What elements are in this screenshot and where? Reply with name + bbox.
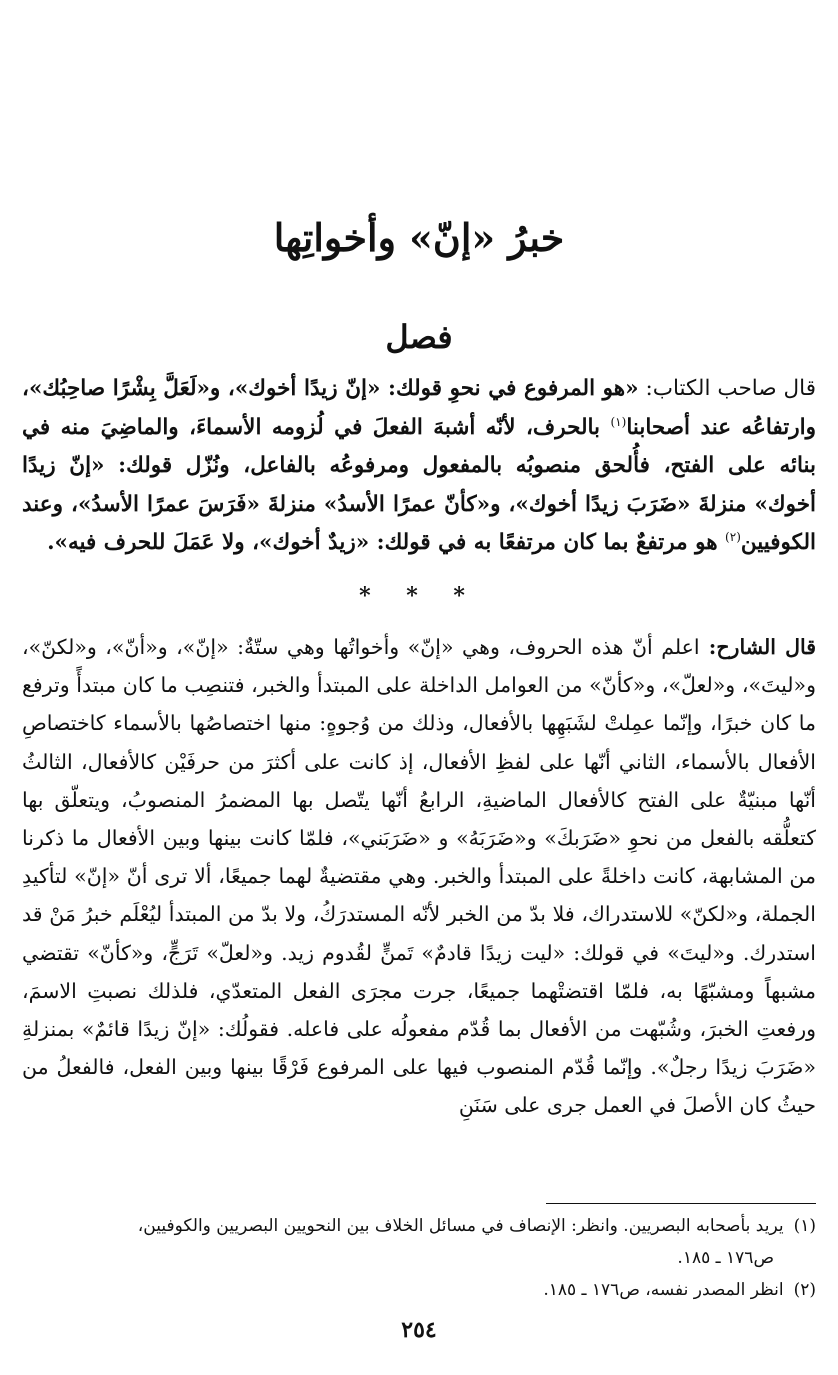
footnote-number: (١) <box>793 1216 816 1236</box>
footnote-item <box>22 1274 816 1306</box>
chapter-title: خبرُ «إنّ» وأخواتِها <box>273 215 565 260</box>
matn-lead: قال صاحب الكتاب: <box>638 376 816 401</box>
footnote-text: يريد بأصحابه البصريين. وانظر: الإنصاف في مسائل الخلاف بين النحويين البصريين والكوفيين، <box>137 1216 784 1236</box>
footnote-number: (٢) <box>793 1280 816 1300</box>
footnote-divider <box>546 1203 816 1204</box>
sharh-text: اعلم أنّ هذه الحروف، وهي «إنّ» وأخواتُها وهي ستّةٌ: «إنّ»، و«أنّ»، و«لكنّ»، و«ليتَ»، و«لعلّ»، و«كأنّ» من العوامل الداخلة على المبتدأ والخبر، فتنصِب ما كان مبتدأً وترفع ما كان خبرًا، وإنّما عمِلتْ لشَبَهِها بالأفعال، وذلك من وُجوهٍ: منها اختصاصُها بالأسماء كاختصاصِ الأفعال بالأسماء، الثاني أنّها على لفظِ الأفعال، إذ كانت على أكثرَ من حرفَيْن كالأفعال، الثالثُ أنّها مبنيّةٌ على الفتح كالأفعال الماضيةِ، الرابعُ أنّها يتّصل بها المضمرُ المنصوبُ، ويتعلّق بها كتعلُّقه بالفعل من نحوِ «ضَرَبكَ» و«ضَرَبَهُ» و «ضَرَبَني»، فلمّا كانت بينها وبين الأفعال ما ذكرنا من المشابهة، كانت داخلةً على المبتدأ والخبر. وهي مقتضيةٌ لهما جميعًا، ألا ترى أنّ «إنّ» لتأكيدِ الجملة، و«لكنّ» للاستدراك، فلا بدّ من الخبر لأنّه المستدرَكُ، ولا بدّ من المبتدأ ليُعْلَم خبرُ مَنْ قد استدرك. و«ليتَ» في قولك: «ليت زيدًا قادمٌ» تَمنٍّ لقُدوم زيد. و«لعلّ» تَرَجٍّ، و«كأنّ» تقتضي مشبهاً ومشبّهًا به، فلمّا اقتضتْهما جميعًا، جرت مجرَى الفعل المتعدّي، فلذلك نصبتِ الاسمَ، ورفعتِ الخبرَ، وشُبّهت من الأفعال بما قُدّم مفعولُه على فاعله. فقولُك: «إنّ زيدًا قائمٌ» بمنزلةِ «ضَرَبَ زيدًا رجلٌ». وإنّما قُدّم المنصوب فيها على المرفوع فَرْقًا بينها وبين الفعل، فالفعلُ من حيثُ كان الأصلَ في العمل جرى على سَنَنِ <box>22 635 816 1118</box>
matn-text-part2: بالحرف، لأنّه أشبهَ الفعلَ في لُزومه الأسماءَ، والماضِيَ منه في بنائه على الفتح، فأُلحق منصوبُه بالمفعول ومرفوعُه بالفاعل، ونُزّل قولك: «إنّ زيدًا أخوك» منزلةَ «ضَرَبَ زيدًا أخوك»، و«كأنّ عمرًا الأسدُ» منزلةَ «فَرَسَ عمرًا الأسدُ»، وعند الكوفيين <box>22 414 816 555</box>
footnote-item <box>22 1210 816 1274</box>
footnote-ref-1: (١) <box>610 414 627 429</box>
section-separator: * * * <box>359 583 479 609</box>
matn-paragraph <box>22 370 816 563</box>
footnote-continuation: ص١٧٦ ـ ١٨٥. <box>677 1248 774 1268</box>
page-number: ٢٥٤ <box>401 1317 437 1343</box>
matn-text-part1: «هو المرفوع في نحوِ قولك: «إنّ زيدًا أخوك»، و«لَعَلَّ بِشْرًا صاحِبُك»، وارتفاعُه عند أصحابنا <box>22 376 816 440</box>
footnote-ref-2: (٢) <box>725 529 741 544</box>
footnote-text: انظر المصدر نفسه، ص١٧٦ ـ ١٨٥. <box>543 1280 784 1300</box>
matn-text-part3: هو مرتفعٌ بما كان مرتفعًا به في قولك: «زيدٌ أخوك»، ولا عَمَلَ للحرف فيه». <box>47 530 726 555</box>
section-title: فصل <box>385 318 453 356</box>
footnotes-list <box>22 1210 816 1306</box>
sharh-paragraph <box>22 628 816 1125</box>
sharh-lead: قال الشارح: <box>699 635 817 659</box>
